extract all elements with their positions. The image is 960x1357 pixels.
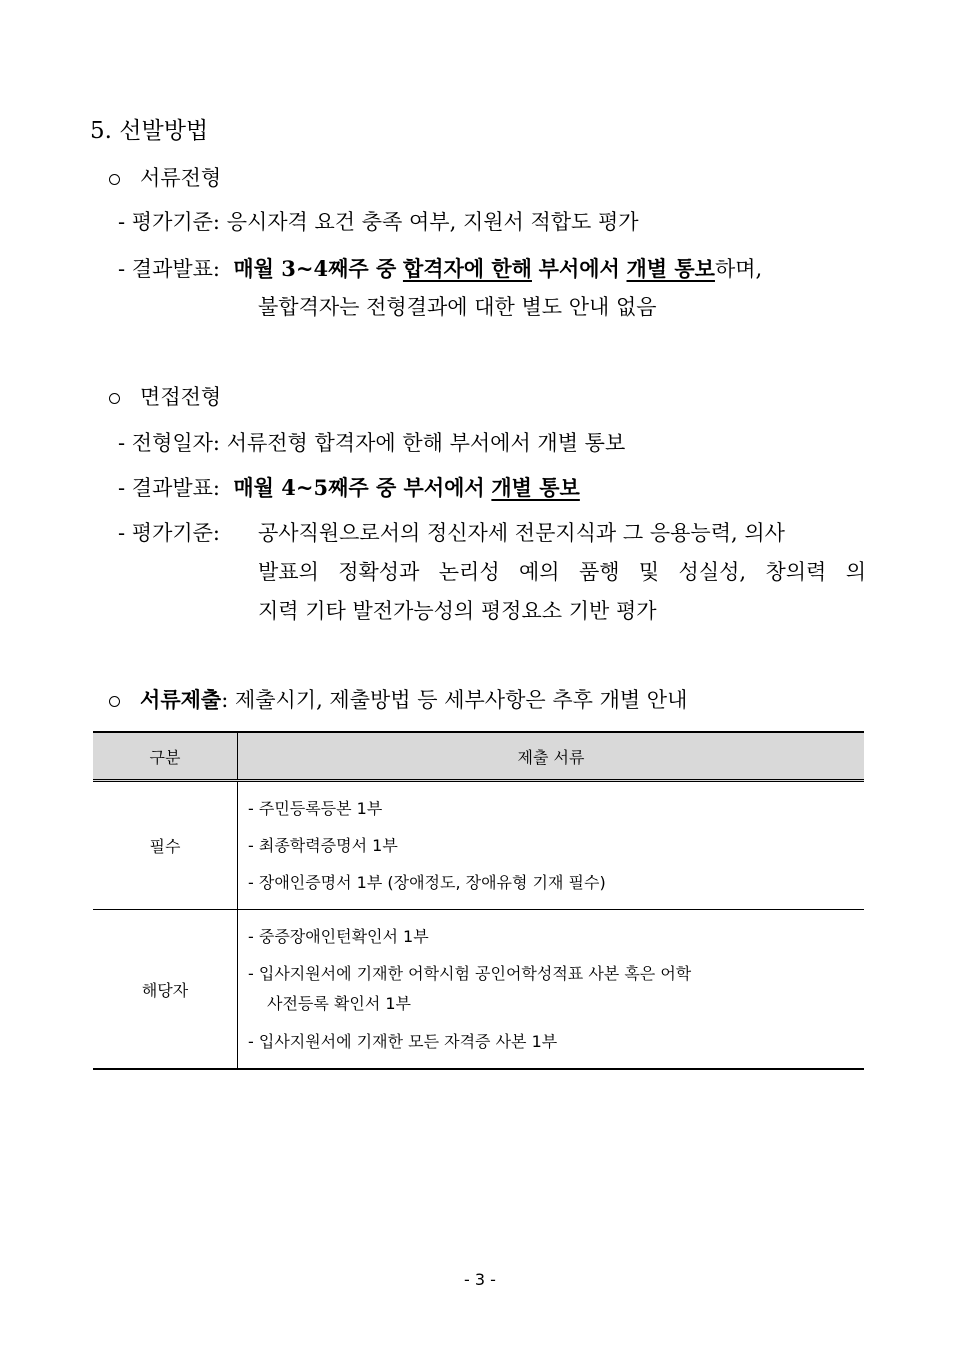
date-label: 전형일자: xyxy=(131,431,221,455)
list-item xyxy=(248,955,864,1023)
section-title: 5. 선발방법 xyxy=(90,118,209,144)
result-label: 결과발표: xyxy=(131,257,221,281)
submission-line xyxy=(109,684,687,714)
result-bold-text: 매월 4~5째주 중 부서에서 xyxy=(233,475,485,500)
heading-text: 서류전형 xyxy=(140,166,222,190)
header-category: 구분 xyxy=(93,732,238,781)
result-underlined-text: 개별 통보 xyxy=(626,256,715,281)
interview-result-line: - 결과발표: 매월 4~5째주 중 부서에서 개별 통보 xyxy=(118,475,580,500)
date-text: 서류전형 합격자에 한해 부서에서 개별 통보 xyxy=(226,431,626,455)
doc-screening-heading xyxy=(109,162,221,192)
result-tail-text: 하며, xyxy=(714,257,763,281)
header-documents: 제출 서류 xyxy=(238,732,865,781)
result-underlined-text: 합격자에 한해 xyxy=(402,256,532,281)
list-item: - 장애인증명서 1부 (장애정도, 장애유형 기재 필수) xyxy=(248,873,606,892)
list-item: - 중증장애인턴확인서 1부 xyxy=(248,927,429,946)
list-item: - 입사지원서에 기재한 모든 자격증 사본 1부 xyxy=(248,1032,558,1051)
bullet-circle-icon xyxy=(109,174,120,185)
interview-criteria-line: - 평가기준: xyxy=(118,521,221,545)
table-row xyxy=(93,781,864,910)
heading-text: 면접전형 xyxy=(140,385,222,409)
list-item-line: - 입사지원서에 기재한 어학시험 공인어학성적표 사본 혹은 어학 xyxy=(248,964,692,983)
result-bold-text: 매월 3~4째주 중 xyxy=(233,256,397,281)
interview-heading xyxy=(109,381,221,411)
row-category: 해당자 xyxy=(93,910,238,1070)
table-header-row xyxy=(93,732,864,781)
doc-result-line2: 불합격자는 전형결과에 대한 별도 안내 없음 xyxy=(258,295,657,319)
list-item: - 최종학력증명서 1부 xyxy=(248,836,398,855)
row-category: 필수 xyxy=(93,781,238,910)
criteria-text: 응시자격 요건 충족 여부, 지원서 적합도 평가 xyxy=(226,210,639,234)
result-label: 결과발표: xyxy=(131,476,221,500)
result-bold-text: 부서에서 xyxy=(538,256,620,281)
page-number: - 3 - xyxy=(464,1270,496,1289)
criteria-label: 평가기준: xyxy=(131,521,221,545)
bullet-circle-icon xyxy=(109,696,120,707)
submission-text: : 제출시기, 제출방법 등 세부사항은 추후 개별 안내 xyxy=(221,688,688,712)
table-row xyxy=(93,910,864,1070)
row-items xyxy=(238,781,865,910)
interview-date-line: - 전형일자: 서류전형 합격자에 한해 부서에서 개별 통보 xyxy=(118,431,626,455)
criteria-text-line-2: 발표의 정확성과 논리성 예의 품행 및 성실성, 창의력 의 xyxy=(258,560,866,584)
bullet-circle-icon xyxy=(109,393,120,404)
row-items xyxy=(238,910,865,1070)
criteria-text-line-1: 공사직원으로서의 정신자세 전문지식과 그 응용능력, 의사 xyxy=(258,521,785,545)
result-underlined-text: 개별 통보 xyxy=(491,475,580,500)
criteria-text-line-3: 지력 기타 발전가능성의 평정요소 기반 평가 xyxy=(258,599,657,623)
submission-heading: 서류제출 xyxy=(140,687,222,712)
doc-result-line: - 결과발표: 매월 3~4째주 중 합격자에 한해 부서에서 개별 통보하며, xyxy=(118,256,763,281)
list-item-line: 사전등록 확인서 1부 xyxy=(267,994,411,1013)
criteria-label: 평가기준: xyxy=(131,210,221,234)
doc-criteria-line: - 평가기준: 응시자격 요건 충족 여부, 지원서 적합도 평가 xyxy=(118,210,639,234)
documents-table xyxy=(93,731,864,1070)
list-item: - 주민등록등본 1부 xyxy=(248,799,383,818)
